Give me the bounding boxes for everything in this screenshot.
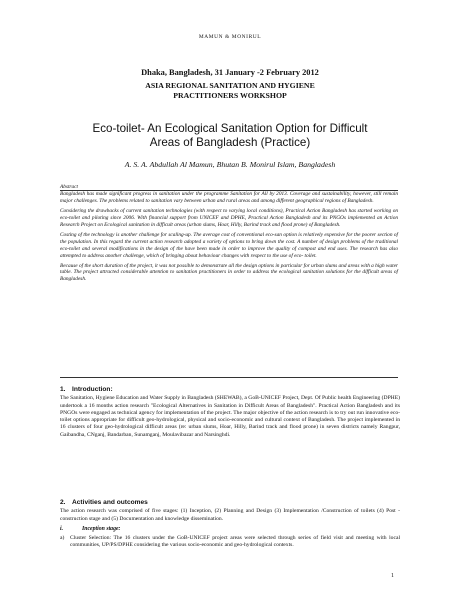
section-number: 1. bbox=[60, 386, 66, 393]
inception-subheading bbox=[60, 526, 400, 533]
abstract-paragraph: Costing of the technology is another challenge for scaling-up. The average cost of conventional eco-san option is relatively expensive for the poorer section of the population. In this regard the current action research adopted a variety of options to bring down the cost. A number of design problems of the traditional eco-toilet and several modifications in the design of the have been made in order to improve the quality of compost and end uses. The research has also attempted to address another challenge, which of bringing about behaviour changes with respect to the use of eco- toilet. bbox=[60, 231, 398, 259]
list-item-label: a) bbox=[60, 535, 65, 542]
subsection-number: i. bbox=[60, 525, 64, 532]
activities-section bbox=[60, 499, 400, 550]
abstract-paragraph: Because of the short duration of the project, it was not possible to demonstrate all the design options in particular for urban slums and areas with a high water table. The project attracted considerable attention to sanitation practitioners in order to address the ecological sanitation solutions for the difficult areas of Bangladesh. bbox=[60, 262, 398, 283]
page-number: 1 bbox=[391, 573, 394, 579]
abstract-paragraph: Bangladesh has made significant progress in sanitation under the programme Sanitation for All by 2013. Coverage and sustainability, however, still remain major challenges. The problems related to sanitation vary between urban and rural areas and among different geographical regions of Bangladesh. bbox=[60, 190, 398, 204]
paper-title-line1: Eco-toilet- An Ecological Sanitation Option for Difficult bbox=[92, 122, 368, 135]
paper-title-line2: Areas of Bangladesh (Practice) bbox=[149, 136, 311, 149]
list-item bbox=[60, 535, 400, 550]
activities-heading bbox=[60, 499, 400, 506]
conference-title-line1: ASIA REGIONAL SANITATION AND HYGIENE bbox=[145, 81, 315, 90]
introduction-section bbox=[60, 386, 400, 439]
introduction-text: The Sanitation, Hygiene Education and Water Supply in Bangladesh (SHEWAB), a GoB-UNICEF Project, Dept. Of Public health Engineering (DPHE) undertook a 16 months action research "Ecological Alternatives in Sanitation in Difficult Areas of Bangladesh". Practical Action Bangladesh and its PNGOs were engaged as technical agency for implementation of the project. The major objective of the action research is to try out run innovative eco-toilet options appropriate for difficult geo-hydrological, physical and socio-economic and cultural context of Bangladesh. The project implemented in 16 clusters of four geo-hydrological difficult areas (re: urban slums, Hoar, Hilly, Barind track and flood prone) in seven districts namely Rangpur, Gaibandha, CNganj, Bandarban, Sunamganj, Moulavibazar and Narsinghdi. bbox=[60, 395, 400, 438]
section-title: Introduction: bbox=[72, 386, 113, 393]
paper-title bbox=[0, 122, 460, 150]
abstract-paragraph: Considering the drawbacks of current sanitation technologies (with respect to varying local conditions), Practical Action Bangladesh has started working on eco-toilet and piloting since 2006. With financial support from UNICEF and DPHE, Practical Action Bangladesh and its PNGOs implemented an Action Research Project on Ecological sanitation in difficult areas (urban slums, Hoar, Hilly, Barind track and flood prone) of Bangladesh. bbox=[60, 207, 398, 228]
abstract bbox=[60, 184, 398, 286]
section-title: Activities and outcomes bbox=[72, 499, 148, 506]
abstract-bottom-rule bbox=[60, 377, 398, 378]
conference-title-line2: PRACTITIONERS WORKSHOP bbox=[173, 91, 287, 100]
list-item-text: Cluster Selection: The 16 clusters under the GoB-UNICEF project areas were selected through series of field visit and meeting with local communities, UP/PS/DPHE considering the various socio-economic and geo-hydrological contexts. bbox=[70, 535, 400, 549]
conference-place-date: Dhaka, Bangladesh, 31 January -2 February 2012 bbox=[141, 68, 319, 77]
running-head: MAMUN & MONIRUL bbox=[198, 34, 262, 40]
subsection-title: Inception stage: bbox=[82, 525, 121, 532]
section-number: 2. bbox=[60, 499, 66, 506]
abstract-heading: Abstract bbox=[60, 184, 78, 190]
conference-block bbox=[0, 68, 460, 101]
authors: A. S. A. Abdullah Al Mamun, Bhutan B. Monirul Islam, Bangladesh bbox=[124, 160, 336, 169]
introduction-heading bbox=[60, 386, 400, 393]
activities-text: The action research was comprised of five stages: (1) Inception, (2) Planning and Design (3) Implementation /Construction of toilets (4) Post -construction stage and (5) Documentation and knowledge dissemination. bbox=[60, 508, 400, 522]
